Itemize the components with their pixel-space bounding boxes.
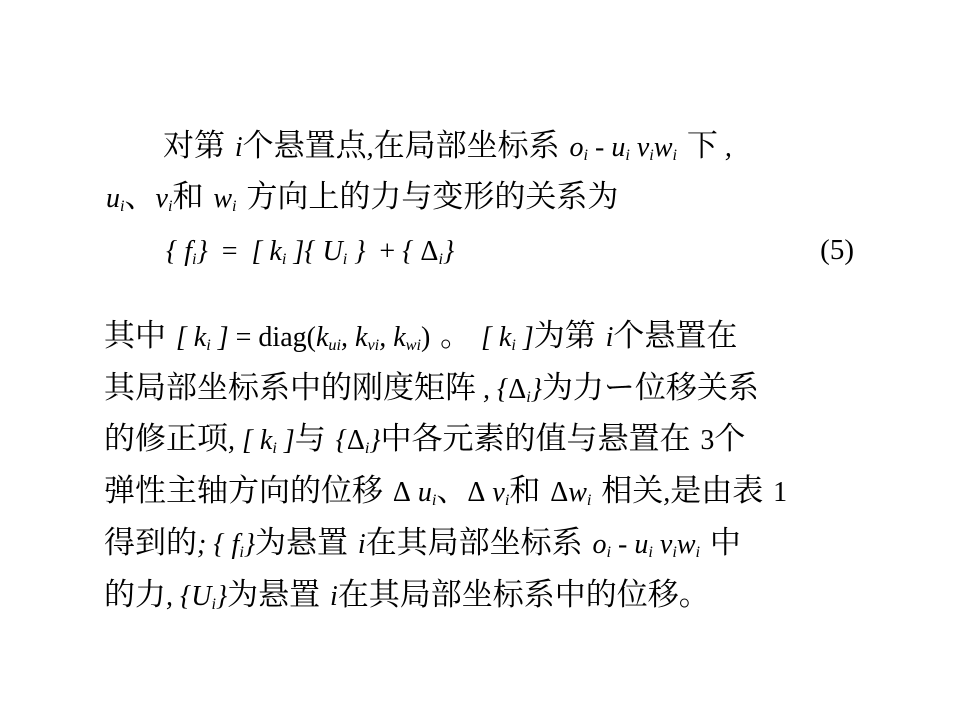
math-op: -: [611, 529, 635, 560]
punct: ,: [366, 132, 374, 163]
number: 3: [700, 425, 715, 456]
paragraph2-line1: [104, 316, 737, 358]
math-op: = diag(: [228, 322, 316, 353]
paragraph1-line2: [106, 177, 618, 219]
text: 与: [294, 421, 336, 457]
punct: ,: [663, 477, 671, 508]
math-expr: Δ $v_i$: [467, 477, 510, 510]
paragraph2-line2: [104, 368, 759, 410]
math-var: $u_i$ $v_iw_i$: [634, 529, 701, 562]
text: 的修正项: [104, 421, 228, 457]
text: 和: [172, 179, 214, 215]
math-expr: [ $k_i$ ]: [242, 425, 295, 458]
math-op: ): [420, 322, 431, 353]
math-op: =: [207, 236, 252, 267]
math-expr: { $\Delta_i$}: [402, 236, 455, 269]
math-expr: $\{U_i\}$: [180, 581, 228, 614]
math-expr: { $f_i$}: [166, 236, 208, 269]
number: 1: [773, 477, 788, 508]
text: 方向上的力与变形的关系为: [236, 179, 619, 215]
text: 得到的: [104, 525, 197, 561]
text: 在其局部坐标系中的位移。: [337, 577, 710, 613]
math-op: +: [365, 236, 403, 267]
equation-5: [166, 230, 454, 272]
punct: ,: [717, 132, 732, 163]
math-var: $w_i$: [213, 183, 237, 216]
punct: ;: [197, 529, 214, 560]
text: 在局部坐标系: [373, 128, 570, 164]
text: 为悬置: [255, 525, 358, 561]
text: 个悬置点: [242, 128, 367, 164]
text: 是由表: [670, 473, 774, 509]
math-expr: [ $k_i$ ]: [481, 322, 534, 355]
math-var: $o_i$: [569, 132, 589, 165]
paragraph2-line3: [104, 419, 745, 461]
paragraph2-line6: [104, 575, 710, 617]
punct: ,: [476, 374, 497, 405]
punct: ,: [228, 425, 242, 456]
text: 和: [509, 473, 551, 509]
text: 个: [714, 421, 746, 457]
math-expr: [ $k_i$ ]: [175, 322, 229, 355]
text: 为第: [533, 318, 606, 354]
text: 。: [430, 318, 482, 354]
math-expr: $k_{ui}$, $k_{vi}$, $k_{wi}$: [315, 322, 421, 355]
text: 、: [436, 473, 468, 509]
math-var: i: [357, 529, 366, 560]
text: 中各元素的值与悬置在: [380, 421, 701, 457]
text: 相关: [591, 473, 664, 509]
paragraph1-line1: [163, 126, 732, 168]
text: 其局部坐标系中的刚度矩阵: [104, 370, 476, 406]
math-expr: [ $k_i$ ]{ $U_i$ }: [251, 236, 366, 269]
text: 中: [700, 525, 741, 561]
math-expr: $\{\Delta_i\}$: [497, 374, 542, 407]
text: 在其局部坐标系: [365, 525, 593, 561]
math-expr: { $f_i$}: [213, 529, 256, 562]
paragraph2-line5: [104, 523, 741, 565]
math-var: $v_i$: [155, 183, 173, 216]
math-op: -: [588, 132, 612, 163]
math-expr: Δ $u_i$: [392, 477, 437, 510]
math-expr: $\{\Delta_i\}$: [335, 425, 381, 458]
text: 个悬置在: [613, 318, 738, 354]
math-var: $o_i$: [592, 529, 612, 562]
paragraph2-line4: [104, 471, 787, 513]
math-var: i: [330, 581, 338, 612]
text: 为悬置: [227, 577, 331, 613]
math-var: $u_i$: [106, 183, 125, 216]
text: 对第: [163, 128, 235, 164]
punct: ,: [166, 581, 180, 612]
math-var: i: [605, 322, 614, 353]
text: 其中: [104, 318, 176, 354]
equation-number: (5): [820, 234, 854, 266]
text: 的力: [104, 577, 166, 613]
text: 、: [124, 179, 156, 215]
text: 弹性主轴方向的位移: [104, 473, 393, 509]
math-var: $u_i$ $v_iw_i$: [611, 132, 678, 165]
math-expr: $\Delta w_i$: [550, 477, 592, 510]
text: 为力ー位移关系: [541, 370, 759, 406]
text: 下: [677, 128, 718, 164]
math-var: i: [234, 132, 243, 163]
